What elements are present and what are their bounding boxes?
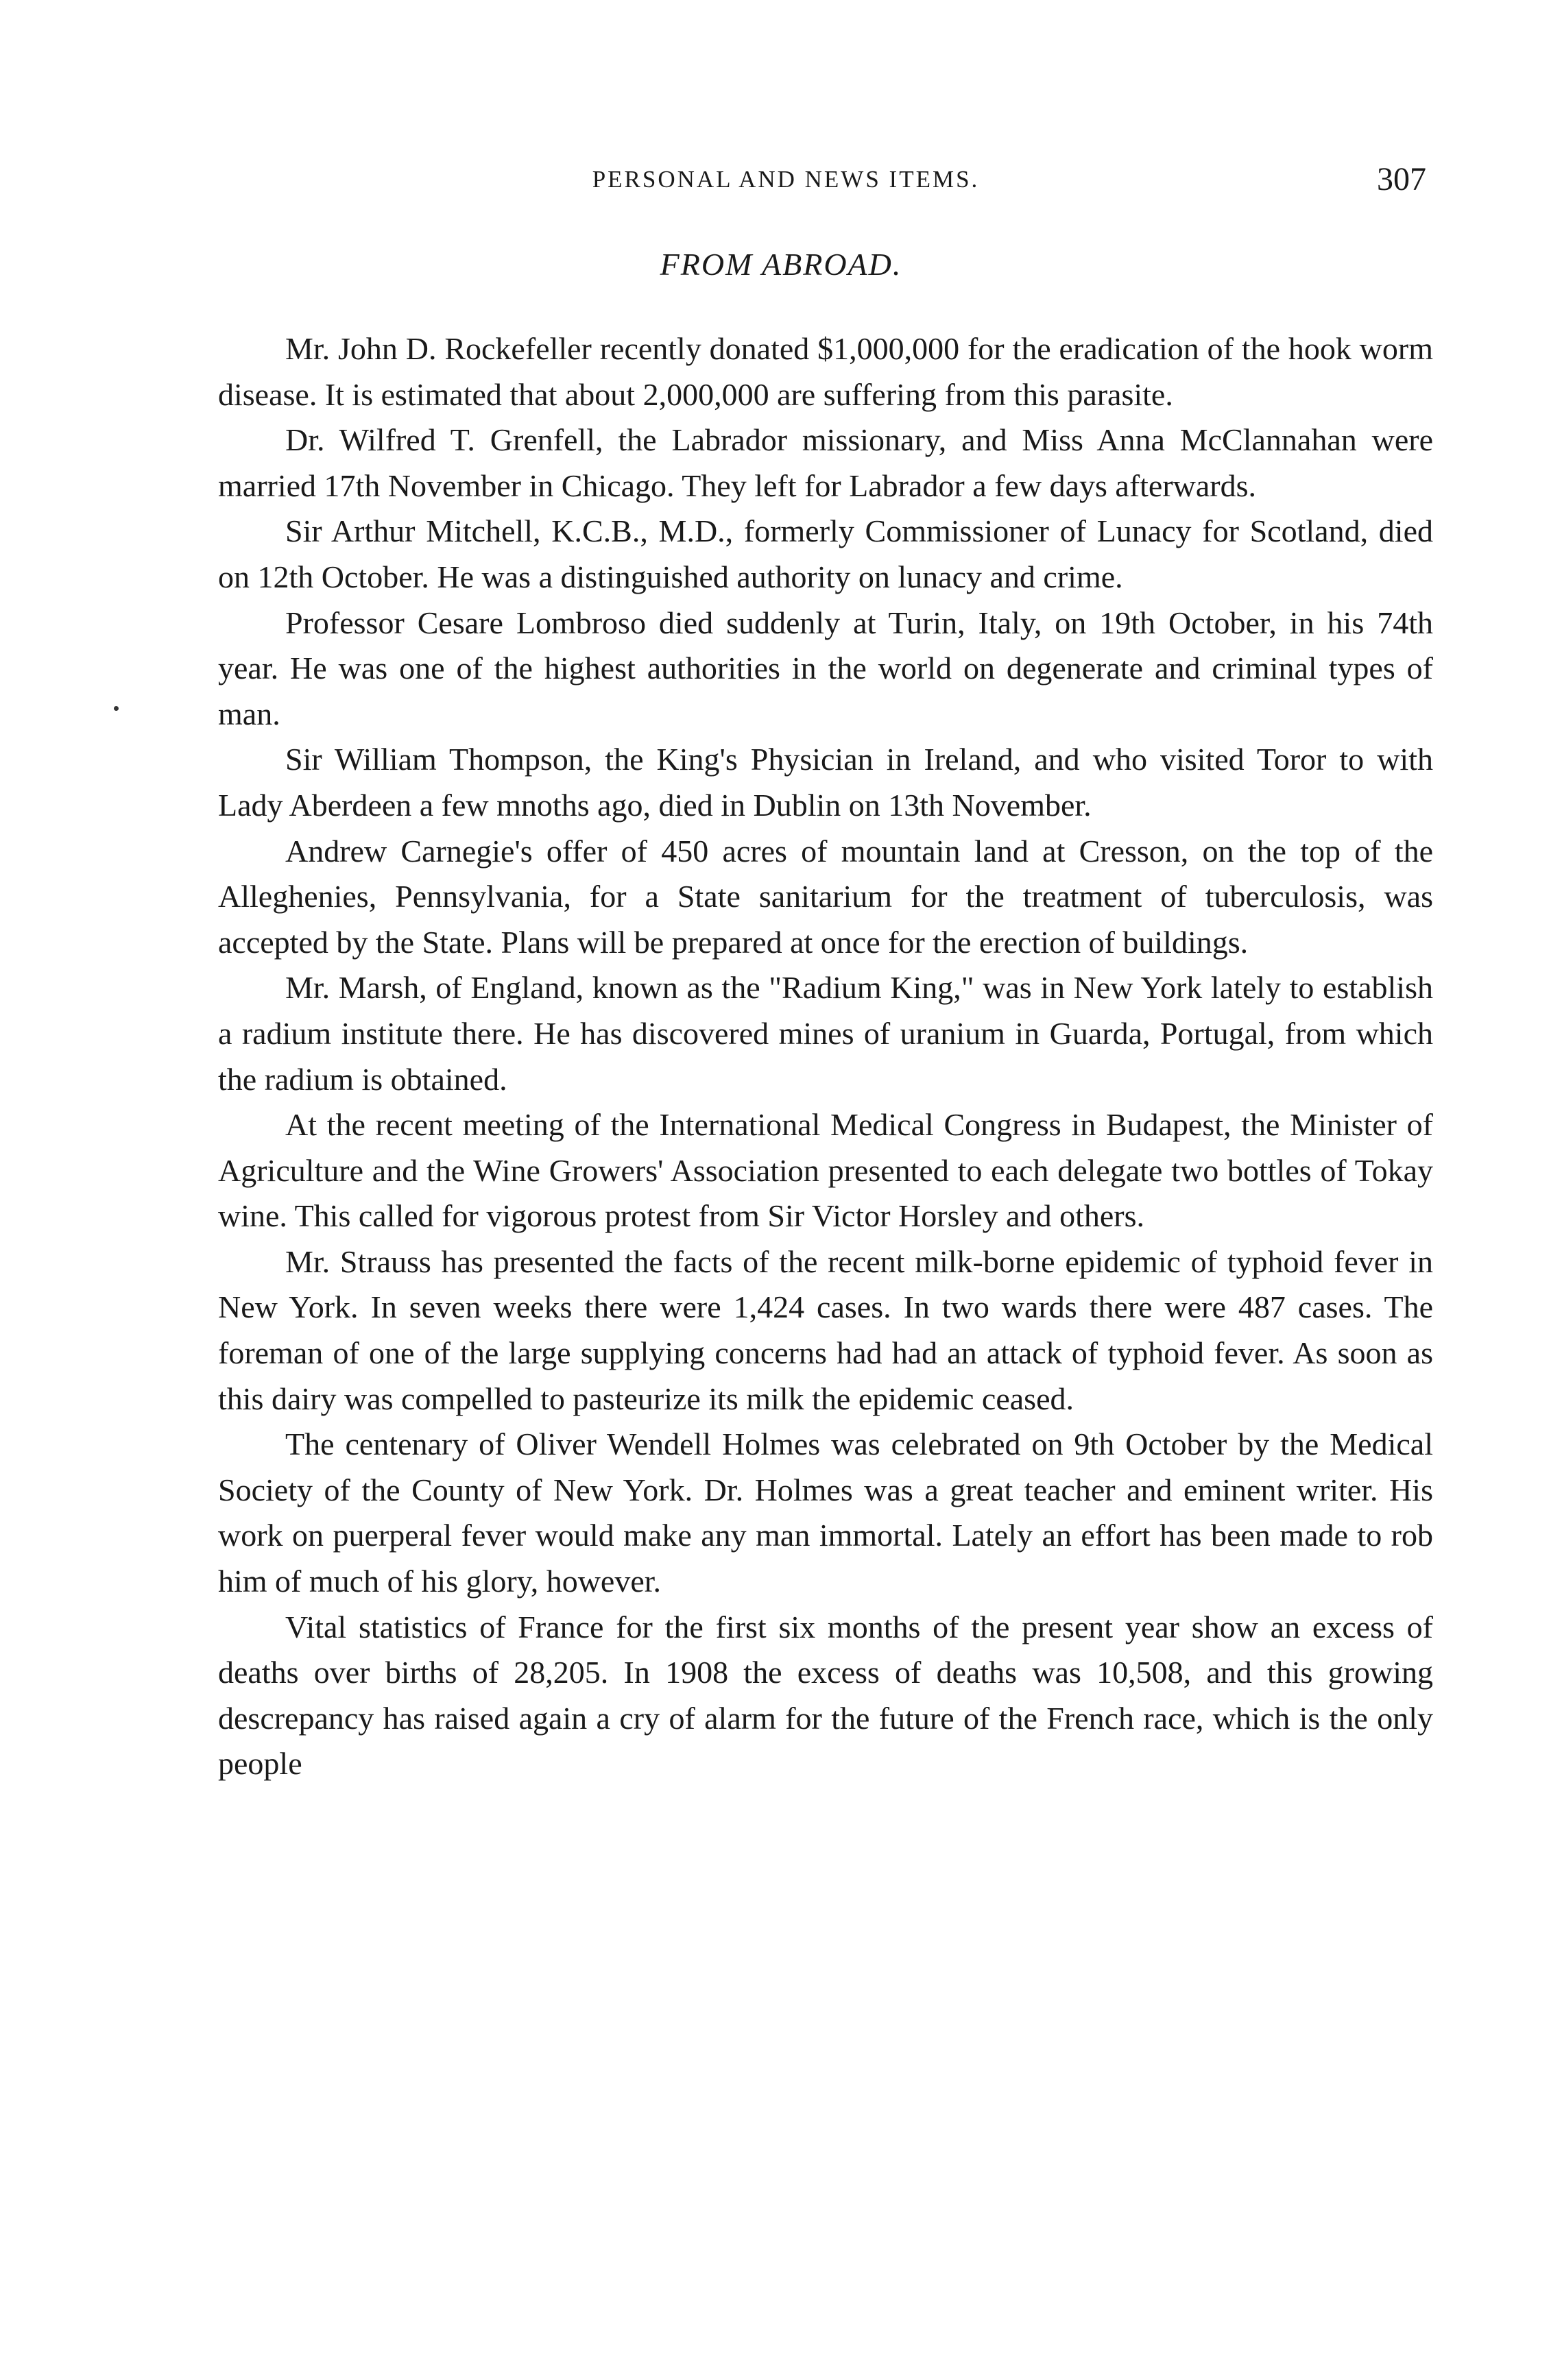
paragraph-carnegie: Andrew Carnegie's offer of 450 acres of mountain land at Cresson, on the top of the Alleghenies, Pennsylvania, for a State sanitarium for the treatment of tuberculosis, was accepted by the State. Plans will be prepared at once for the erection of buildings. (218, 833, 1433, 960)
paragraph-holmes: The centenary of Oliver Wendell Holmes was celebrated on 9th October by the Medical Society of the County of New York. Dr. Holmes was a great teacher and eminent writer. His work on puerperal fever would make any man immortal. Lately an effort has been made to rob him of much of his glory, however. (218, 1426, 1433, 1599)
paragraph-rockefeller: Mr. John D. Rockefeller recently donated $1,000,000 for the eradication of the hook worm disease. It is estimated that about 2,000,000 are suffering from this parasite. (218, 331, 1433, 412)
page-number: 307 (1377, 161, 1426, 197)
paragraph-grenfell: Dr. Wilfred T. Grenfell, the Labrador missionary, and Miss Anna McClannahan were married 17th November in Chicago. They left for Labrador a few days afterwards. (218, 422, 1433, 503)
article-body (218, 326, 1433, 1787)
paragraph-mitchell: Sir Arthur Mitchell, K.C.B., M.D., formerly Commissioner of Lunacy for Scotland, died on 12th October. He was a distinguished authority on lunacy and crime. (218, 513, 1433, 594)
paragraph-lombroso: Professor Cesare Lombroso died suddenly at Turin, Italy, on 19th October, in his 74th year. He was one of the highest authorities in the world on degenerate and criminal types of man. (218, 605, 1433, 731)
running-header (0, 159, 1562, 200)
running-title: PERSONAL AND NEWS ITEMS. (592, 166, 980, 193)
margin-dot (114, 706, 119, 711)
paragraph-france-statistics: Vital statistics of France for the first six months of the present year show an excess of deaths over births of 28,205. In 1908 the excess of deaths was 10,508, and this growing descrepancy has raised again a cry of alarm for the future of the French race, which is the only people (218, 1609, 1433, 1782)
section-title: FROM ABROAD. (660, 247, 902, 282)
paragraph-marsh: Mr. Marsh, of England, known as the "Radium King," was in New York lately to establish a radium institute there. He has discovered mines of uranium in Guarda, Portugal, from which the radium is obtained. (218, 970, 1433, 1097)
paragraph-congress: At the recent meeting of the International Medical Congress in Budapest, the Minister of Agriculture and the Wine Growers' Association presented to each delegate two bottles of Tokay wine. This called for vigorous protest from Sir Victor Horsley and others. (218, 1107, 1433, 1234)
paragraph-strauss: Mr. Strauss has presented the facts of the recent milk-borne epidemic of typhoid fever in New York. In seven weeks there were 1,424 cases. In two wards there were 487 cases. The foreman of one of the large supplying concerns had had an attack of typhoid fever. As soon as this dairy was compelled to pasteurize its milk the epidemic ceased. (218, 1243, 1433, 1416)
paragraph-thompson: Sir William Thompson, the King's Physician in Ireland, and who visited Toror to with Lady Aberdeen a few mnoths ago, died in Dublin on 13th November. (218, 742, 1433, 823)
